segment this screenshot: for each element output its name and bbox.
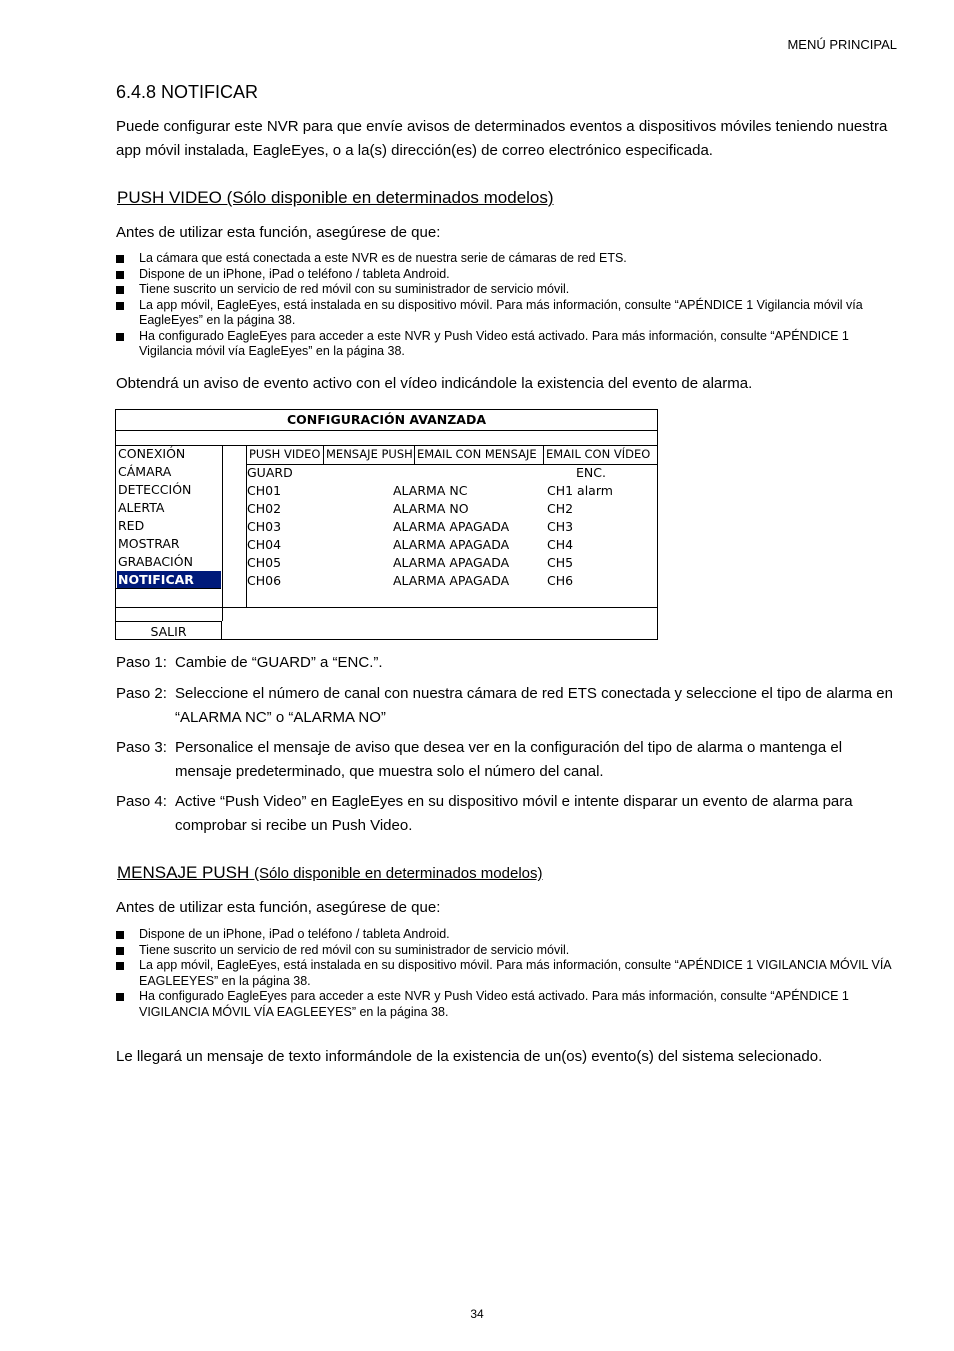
menu-item-deteccion[interactable]: DETECCIÓN [118,482,192,497]
list-item: La app móvil, EagleEyes, está instalada en su dispositivo móvil. Para más información, consulte “APÉNDICE 1 Vigilancia móvil vía EagleEyes” en la página 38. [116,298,896,329]
list-item: La cámara que está conectada a este NVR es de nuestra serie de cámaras de red ETS. [116,251,896,267]
alarm-type-select[interactable]: ALARMA APAGADA [393,555,510,570]
menu-item-camara[interactable]: CÁMARA [118,464,172,479]
bullet-square-icon [116,255,124,263]
section-title: 6.4.8 NOTIFICAR [116,82,259,102]
channel-label: CH06 [247,573,282,588]
alarm-type-select[interactable]: ALARMA NO [393,501,469,516]
divider [222,445,223,621]
list-item: La app móvil, EagleEyes, está instalada en su dispositivo móvil. Para más información, consulte “APÉNDICE 1 VIGILANCIA MÓVIL VÍA EAGLEEYES” en la página 38. [116,958,896,989]
bullet-square-icon [116,947,124,955]
divider [116,607,657,608]
step-4: Paso 4: Active “Push Video” en EagleEyes en su dispositivo móvil e intente disparar un evento de alarma para comprobar si recibe un Push Video. [116,793,853,834]
menu-item-notificar[interactable]: NOTIFICAR [117,571,221,589]
bullet-square-icon [116,993,124,1001]
menu-item-mostrar[interactable]: MOSTRAR [118,536,180,551]
panel-title: CONFIGURACIÓN AVANZADA [287,412,486,427]
channel-label: CH01 [247,483,282,498]
bullet-square-icon [116,271,124,279]
bullet-square-icon [116,962,124,970]
push-message-before: Antes de utilizar esta función, asegúrese de que: [116,899,441,916]
channel-label: CH03 [247,519,282,534]
alarm-message-field[interactable]: CH4 [547,537,574,552]
push-video-bullets [116,251,896,360]
menu-item-alerta[interactable]: ALERTA [118,500,165,515]
page-header: MENÚ PRINCIPAL [787,37,897,52]
tab-email-con-video[interactable]: EMAIL CON VÍDEO [544,446,658,464]
intro-paragraph: Puede configurar este NVR para que envíe avisos de determinados eventos a dispositivos móviles teniendo nuestra app móvil instalada, EagleEyes, o a la(s) dirección(es) de correo electrónico especificada. [116,118,888,159]
divider [116,430,657,431]
alarm-type-select[interactable]: ALARMA APAGADA [393,573,510,588]
alarm-message-field[interactable]: CH3 [547,519,574,534]
alarm-type-select[interactable]: ALARMA NC [393,483,468,498]
tab-mensaje-push[interactable]: MENSAJE PUSH [324,446,415,464]
bullet-square-icon [116,302,124,310]
push-video-result: Obtendrá un aviso de evento activo con el vídeo indicándole la existencia del evento de alarma. [116,375,753,392]
alarm-message-field[interactable]: CH2 [547,501,574,516]
push-message-bullets [116,927,896,1020]
alarm-message-field[interactable]: CH1 alarm [547,483,613,498]
step-2: Paso 2: Seleccione el número de canal con nuestra cámara de red ETS conectada y seleccione el tipo de alarma en “ALARMA NC” o “ALARMA NO” [116,685,893,726]
menu-item-conexion[interactable]: CONEXIÓN [118,446,186,461]
page-number: 34 [470,1307,484,1321]
channel-label: CH05 [247,555,282,570]
list-item: Ha configurado EagleEyes para acceder a este NVR y Push Video está activado. Para más información, consulte “APÉNDICE 1 VIGILANCIA MÓVIL VÍA EAGLEEYES” en la página 38. [116,989,896,1020]
bullet-square-icon [116,286,124,294]
list-item: Dispone de un iPhone, iPad o teléfono / tableta Android. [116,927,896,943]
push-video-heading: PUSH VIDEO (Sólo disponible en determinados modelos) [117,188,554,207]
exit-button[interactable]: SALIR [116,621,222,640]
alarm-type-select[interactable]: ALARMA APAGADA [393,537,510,552]
advanced-config-panel [115,409,658,640]
list-item: Ha configurado EagleEyes para acceder a este NVR y Push Video está activado. Para más información, consulte “APÉNDICE 1 Vigilancia móvil vía EagleEyes” en la página 38. [116,329,896,360]
step-3: Paso 3: Personalice el mensaje de aviso que desea ver en la configuración del tipo de alarma o mantenga el mensaje predeterminado, que muestra solo el número del canal. [116,739,843,780]
menu-item-grabacion[interactable]: GRABACIÓN [118,554,193,569]
divider [116,588,221,589]
alarm-type-select[interactable]: ALARMA APAGADA [393,519,510,534]
bullet-square-icon [116,931,124,939]
alarm-message-field[interactable]: CH6 [547,573,574,588]
tab-push-video[interactable]: PUSH VIDEO [247,446,324,464]
guard-label: GUARD [247,465,293,480]
alarm-message-field[interactable]: CH5 [547,555,574,570]
push-video-before: Antes de utilizar esta función, asegúrese de que: [116,224,441,241]
push-message-result: Le llegará un mensaje de texto informándole de la existencia de un(os) evento(s) del sistema selecionado. [116,1048,823,1065]
tab-email-con-mensaje[interactable]: EMAIL CON MENSAJE [415,446,544,464]
guard-value[interactable]: ENC. [576,465,606,480]
channel-label: CH02 [247,501,282,516]
menu-item-red[interactable]: RED [118,518,145,533]
push-message-heading: MENSAJE PUSH (Sólo disponible en determinados modelos) [117,863,543,882]
list-item: Tiene suscrito un servicio de red móvil con su suministrador de servicio móvil. [116,282,896,298]
list-item: Dispone de un iPhone, iPad o teléfono / tableta Android. [116,267,896,283]
bullet-square-icon [116,333,124,341]
list-item: Tiene suscrito un servicio de red móvil con su suministrador de servicio móvil. [116,943,896,959]
channel-label: CH04 [247,537,282,552]
step-1: Paso 1: Cambie de “GUARD” a “ENC.”. [116,654,383,671]
